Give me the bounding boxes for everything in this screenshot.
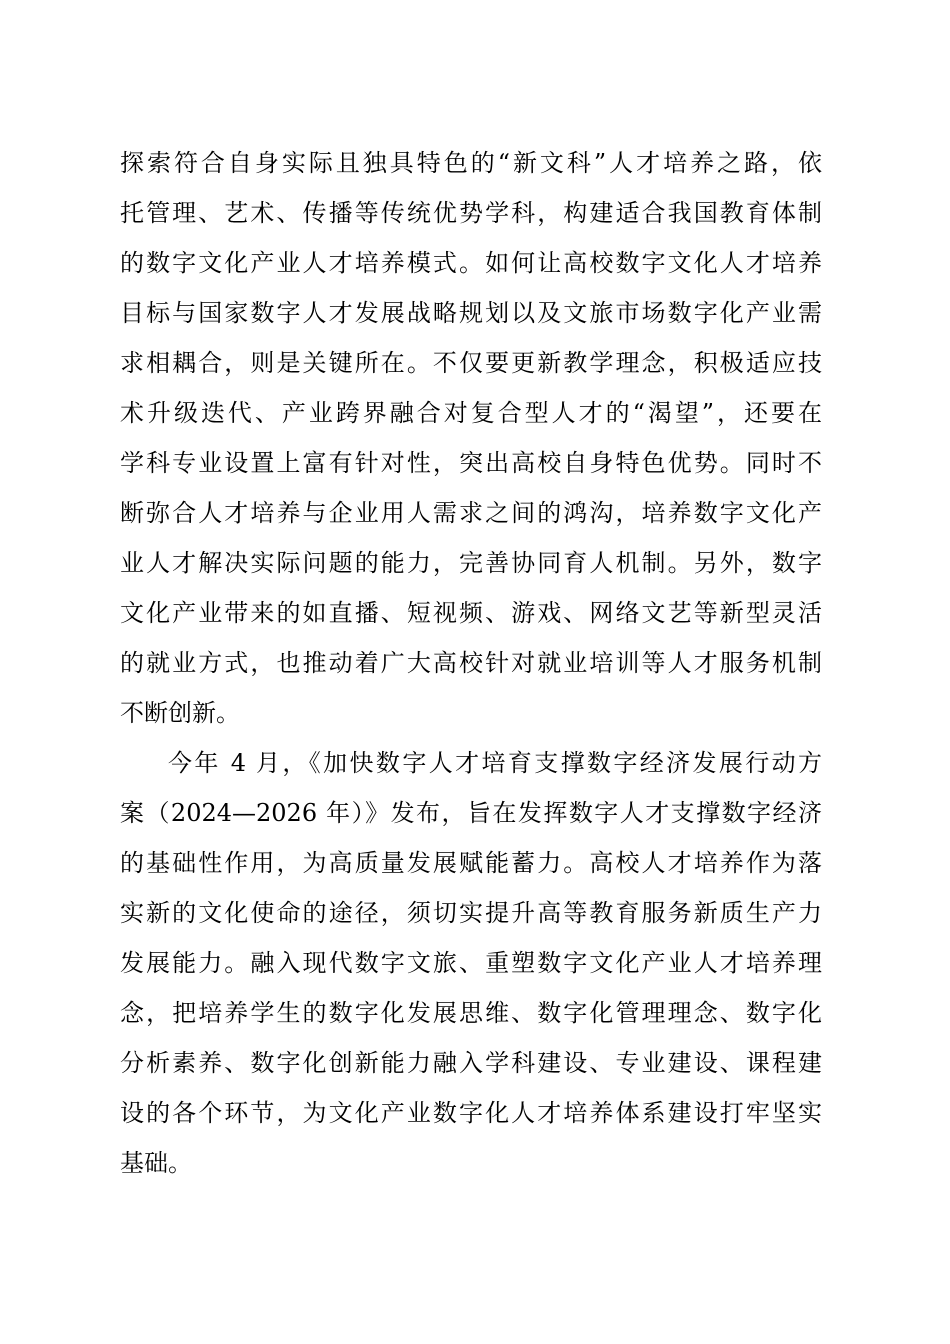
text-line: 断弥合人才培养与企业用人需求之间的鸿沟，培养数字文化产 — [120, 499, 822, 527]
text-line: 不断创新。 — [120, 699, 240, 727]
text-line: 术升级迭代、产业跨界融合对复合型人才的“渴望”，还要在 — [120, 399, 822, 427]
text-line: 探索符合自身实际且独具特色的“新文科”人才培养之路，依 — [120, 149, 822, 177]
text-line: 业人才解决实际问题的能力，完善协同育人机制。另外，数字 — [120, 549, 822, 577]
text-line: 托管理、艺术、传播等传统优势学科，构建适合我国教育体制 — [120, 199, 822, 227]
text-line: 的就业方式，也推动着广大高校针对就业培训等人才服务机制 — [120, 649, 822, 677]
text-line: 发展能力。融入现代数字文旅、重塑数字文化产业人才培养理 — [120, 949, 822, 977]
text-line: 分析素养、数字化创新能力融入学科建设、专业建设、课程建 — [120, 1049, 822, 1077]
text-line: 案（2024—2026 年）》发布，旨在发挥数字人才支撑数字经济 — [120, 799, 822, 827]
text-line: 求相耦合，则是关键所在。不仅要更新教学理念，积极适应技 — [120, 349, 822, 377]
text-line: 实新的文化使命的途径，须切实提升高等教育服务新质生产力 — [120, 899, 822, 927]
text-line: 设的各个环节，为文化产业数字化人才培养体系建设打牢坚实 — [120, 1099, 822, 1127]
text-line: 目标与国家数字人才发展战略规划以及文旅市场数字化产业需 — [120, 299, 822, 327]
text-line: 念，把培养学生的数字化发展思维、数字化管理理念、数字化 — [120, 999, 822, 1027]
text-line: 的基础性作用，为高质量发展赋能蓄力。高校人才培养作为落 — [120, 849, 822, 877]
text-line: 今年 4 月，《加快数字人才培育支撑数字经济发展行动方 — [168, 749, 822, 777]
text-line: 学科专业设置上富有针对性，突出高校自身特色优势。同时不 — [120, 449, 822, 477]
text-line: 文化产业带来的如直播、短视频、游戏、网络文艺等新型灵活 — [120, 599, 822, 627]
text-line: 的数字文化产业人才培养模式。如何让高校数字文化人才培养 — [120, 249, 822, 277]
text-line: 基础。 — [120, 1149, 192, 1177]
